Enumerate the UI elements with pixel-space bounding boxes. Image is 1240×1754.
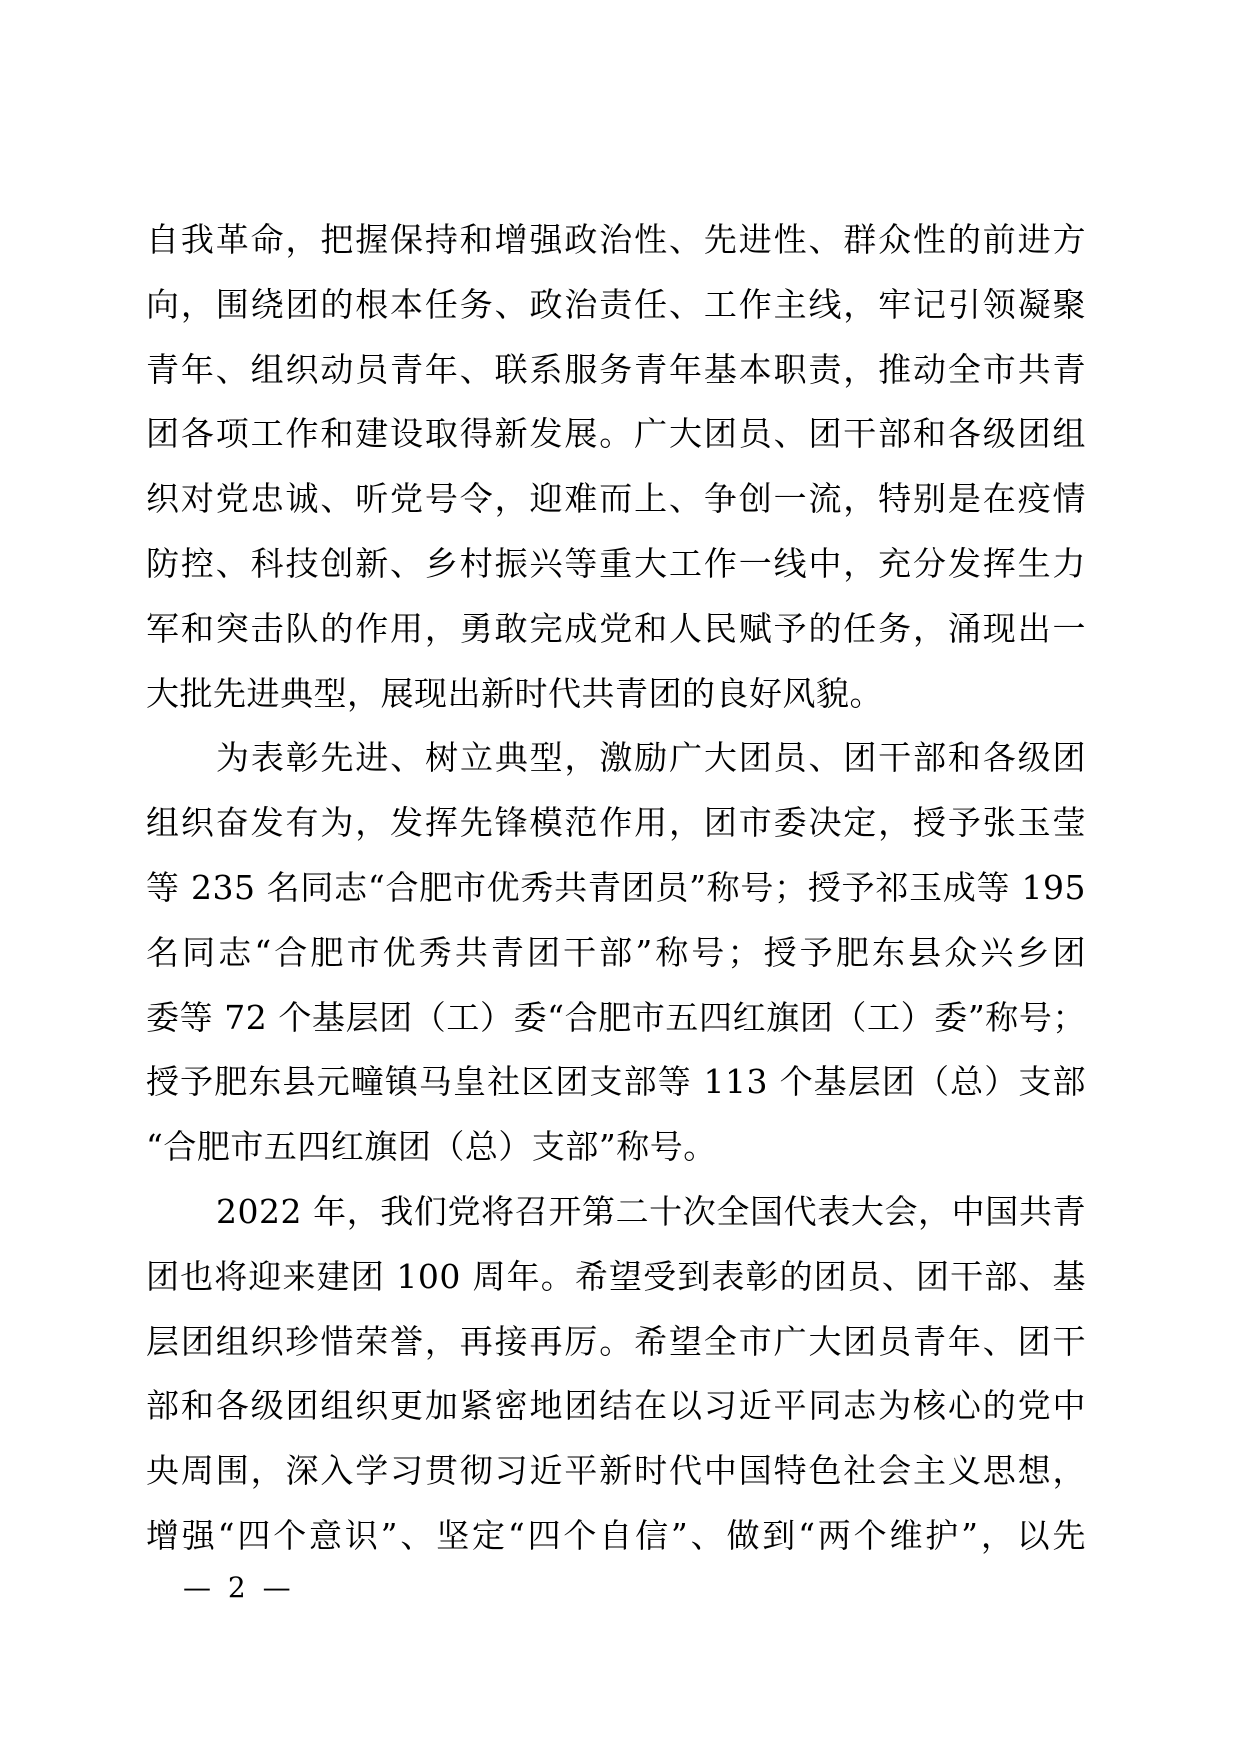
text-line: 为表彰先进、树立典型，激励广大团员、团干部和各级团 xyxy=(216,738,1086,778)
paragraph-3 xyxy=(146,1180,1086,1569)
text-line: 向，围绕团的根本任务、政治责任、工作主线，牢记引领凝聚 xyxy=(146,284,1086,324)
text-line: “合肥市五四红旗团（总）支部”称号。 xyxy=(146,1127,717,1167)
paragraph-1 xyxy=(146,208,1086,726)
text-line: 团也将迎来建团 100 周年。希望受到表彰的团员、团干部、基 xyxy=(146,1256,1086,1296)
document-body xyxy=(146,208,1086,1569)
text-line: 部和各级团组织更加紧密地团结在以习近平同志为核心的党中 xyxy=(146,1386,1086,1426)
text-line: 央周围，深入学习贯彻习近平新时代中国特色社会主义思想， xyxy=(146,1451,1086,1491)
text-line: 组织奋发有为，发挥先锋模范作用，团市委决定，授予张玉莹 xyxy=(146,803,1086,843)
text-line: 青年、组织动员青年、联系服务青年基本职责，推动全市共青 xyxy=(146,349,1086,389)
text-line: 防控、科技创新、乡村振兴等重大工作一线中，充分发挥生力 xyxy=(146,543,1086,583)
text-line: 委等 72 个基层团（工）委“合肥市五四红旗团（工）委”称号； xyxy=(146,997,1086,1037)
page-footer xyxy=(183,1568,291,1608)
text-line: 军和突击队的作用，勇敢完成党和人民赋予的任务，涌现出一 xyxy=(146,608,1086,648)
text-line: 名同志“合肥市优秀共青团干部”称号；授予肥东县众兴乡团 xyxy=(146,932,1086,972)
text-line: 等 235 名同志“合肥市优秀共青团员”称号；授予祁玉成等 195 xyxy=(146,867,1086,907)
text-line: 层团组织珍惜荣誉，再接再厉。希望全市广大团员青年、团干 xyxy=(146,1321,1086,1361)
page-number-label: — 2 — xyxy=(183,1571,291,1604)
text-line: 团各项工作和建设取得新发展。广大团员、团干部和各级团组 xyxy=(146,414,1086,454)
text-line: 大批先进典型，展现出新时代共青团的良好风貌。 xyxy=(146,673,883,713)
text-line: 自我革命，把握保持和增强政治性、先进性、群众性的前进方 xyxy=(146,220,1086,259)
text-line: 织对党忠诚、听党号令，迎难而上、争创一流，特别是在疫情 xyxy=(146,479,1086,519)
text-line: 2022 年，我们党将召开第二十次全国代表大会，中国共青 xyxy=(216,1191,1086,1231)
paragraph-2 xyxy=(146,726,1086,1180)
text-line: 增强“四个意识”、坚定“四个自信”、做到“两个维护”，以先 xyxy=(146,1515,1086,1555)
text-line: 授予肥东县元疃镇马皇社区团支部等 113 个基层团（总）支部 xyxy=(146,1062,1086,1102)
